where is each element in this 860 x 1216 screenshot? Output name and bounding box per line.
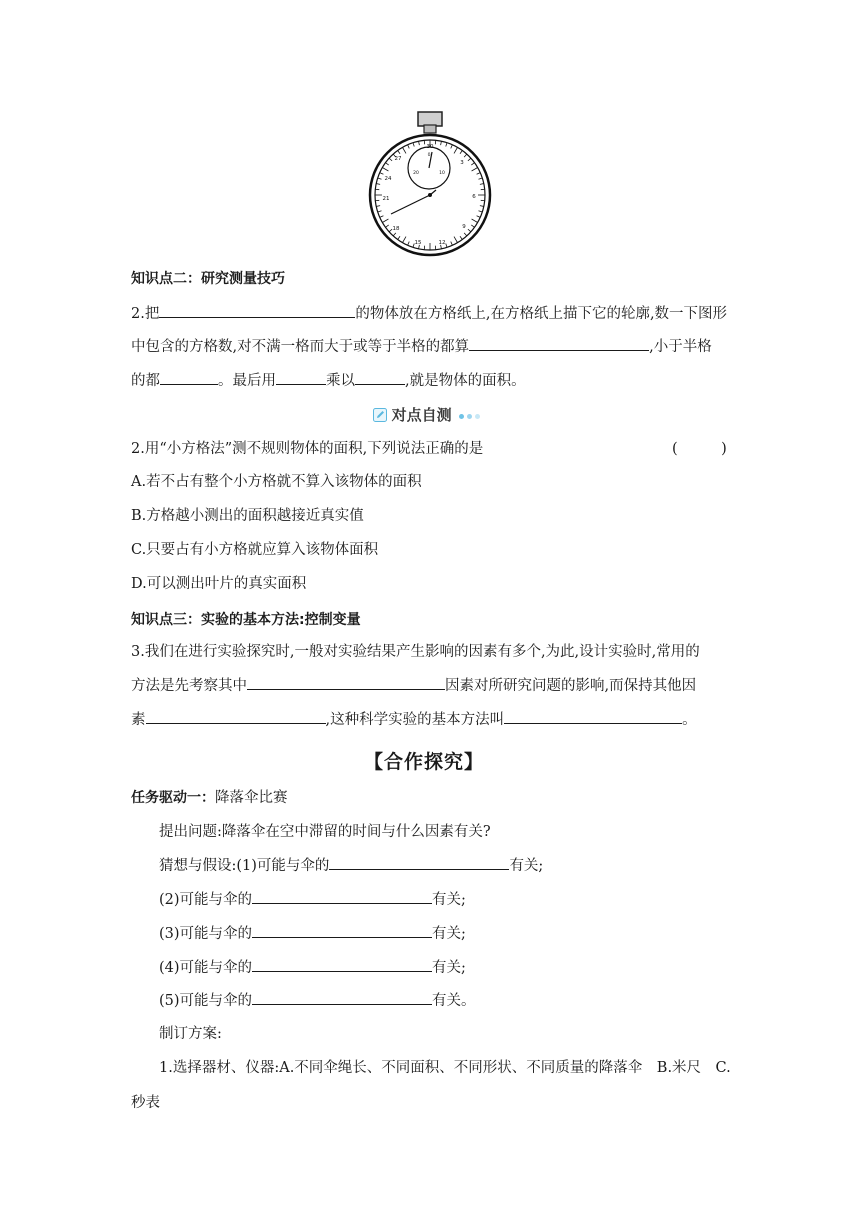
selftest-title: 对点自测 bbox=[391, 406, 452, 424]
selftest-question: 2.用“小方格法”测不规则物体的面积,下列说法正确的是 bbox=[131, 441, 484, 457]
dial-number: 24 bbox=[384, 176, 392, 182]
fill-blank[interactable] bbox=[504, 709, 682, 724]
dial-number: 10 bbox=[439, 171, 445, 176]
dial-number: 9 bbox=[462, 224, 466, 230]
fill-blank[interactable] bbox=[252, 990, 432, 1005]
fill-blank[interactable] bbox=[146, 709, 326, 724]
task-heading: 任务驱动一：降落伞比赛 bbox=[131, 790, 288, 806]
kp3-heading: 知识点三：实验的基本方法:控制变量 bbox=[131, 612, 361, 628]
dial-number: 15 bbox=[414, 240, 422, 246]
hypothesis-1: 猜想与假设:(1)可能与伞的 有关; bbox=[159, 855, 543, 876]
kp3-line-1: 3.我们在进行实验探究时,一般对实验结果产生影响的因素有多个,为此,设计实验时,常用的 bbox=[131, 644, 700, 660]
kp3-line-3: 素 ,这种科学实验的基本方法叫 。 bbox=[131, 709, 697, 730]
dial-number: 20 bbox=[413, 171, 419, 176]
fill-blank[interactable] bbox=[355, 370, 405, 385]
dial-number: 6 bbox=[472, 194, 476, 200]
fill-blank[interactable] bbox=[159, 303, 355, 318]
selftest-badge bbox=[373, 404, 480, 425]
fill-blank[interactable] bbox=[252, 923, 432, 938]
decorative-dots bbox=[456, 408, 480, 424]
hypothesis-3: (3)可能与伞的 有关; bbox=[159, 923, 466, 944]
hypothesis-5: (5)可能与伞的 有关。 bbox=[159, 990, 476, 1011]
option-c[interactable]: C.只要占有小方格就应算入该物体面积 bbox=[131, 542, 379, 558]
step1-line-2: 秒表 bbox=[131, 1095, 160, 1111]
question-line: 提出问题:降落伞在空中滞留的时间与什么因素有关? bbox=[159, 824, 491, 840]
pencil-icon bbox=[373, 408, 387, 422]
kp2-line-1: 2.把 的物体放在方格纸上,在方格纸上描下它的轮廓,数一下图形 bbox=[131, 303, 727, 324]
option-d[interactable]: D.可以测出叶片的真实面积 bbox=[131, 576, 307, 592]
dial-number: 30 bbox=[426, 144, 434, 150]
option-a[interactable]: A.若不占有整个小方格就不算入该物体的面积 bbox=[131, 474, 422, 490]
kp2-line-2: 中包含的方格数,对不满一格而大于或等于半格的都算 ,小于半格 bbox=[131, 336, 712, 357]
plan-heading: 制订方案: bbox=[159, 1026, 222, 1042]
kp2-heading: 知识点二：研究测量技巧 bbox=[131, 271, 285, 287]
hypothesis-2: (2)可能与伞的 有关; bbox=[159, 889, 466, 910]
fill-blank[interactable] bbox=[276, 370, 326, 385]
fill-blank[interactable] bbox=[469, 336, 649, 351]
section-title: 【合作探究】 bbox=[364, 751, 485, 773]
dial-number: 12 bbox=[438, 240, 446, 246]
option-b[interactable]: B.方格越小测出的面积越接近真实值 bbox=[131, 508, 364, 524]
kp3-line-2: 方法是先考察其中 因素对所研究问题的影响,而保持其他因 bbox=[131, 675, 696, 696]
dial-number: 27 bbox=[394, 156, 402, 162]
kp2-line-3: 的都 。最后用 乘以 ,就是物体的面积。 bbox=[131, 370, 526, 391]
dial-number: 21 bbox=[382, 196, 390, 202]
dial-number: 3 bbox=[460, 160, 464, 166]
fill-blank[interactable] bbox=[247, 675, 445, 690]
fill-blank[interactable] bbox=[252, 957, 432, 972]
fill-blank[interactable] bbox=[252, 889, 432, 904]
hypothesis-4: (4)可能与伞的 有关; bbox=[159, 957, 466, 978]
answer-paren[interactable]: ( ) bbox=[672, 441, 727, 457]
stopwatch-figure bbox=[366, 108, 494, 258]
fill-blank[interactable] bbox=[160, 370, 218, 385]
dial-number: 0 bbox=[427, 153, 431, 158]
step1-line-1: 1.选择器材、仪器:A.不同伞绳长、不同面积、不同形状、不同质量的降落伞 B.米尺 C. bbox=[159, 1060, 731, 1076]
fill-blank[interactable] bbox=[329, 855, 509, 870]
dial-number: 18 bbox=[392, 226, 400, 232]
